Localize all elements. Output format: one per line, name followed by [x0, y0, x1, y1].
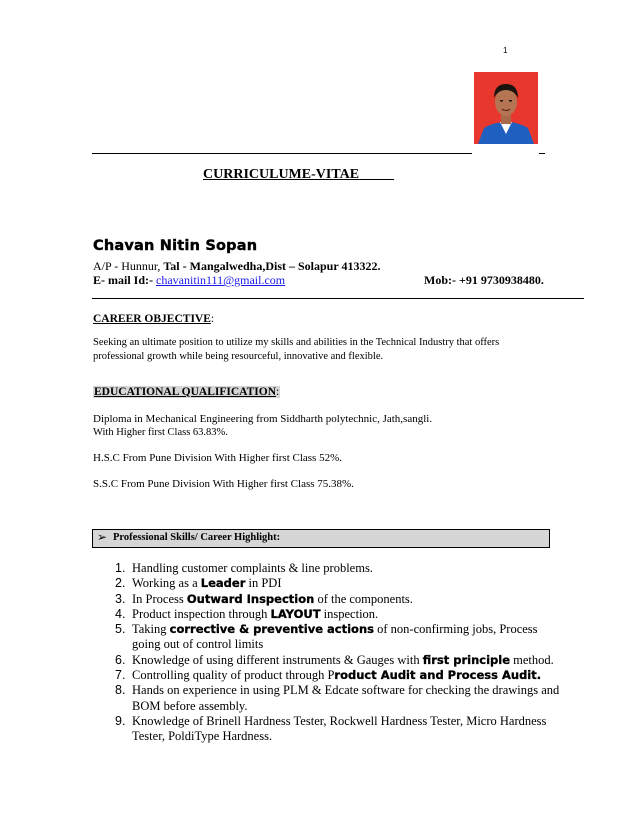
- email-line: [93, 273, 285, 288]
- list-item: 2. Working as a Leader in PDI: [115, 576, 282, 591]
- mobile-number: Mob:- +91 9730938480.: [424, 273, 544, 287]
- section-divider: [92, 298, 584, 299]
- header-divider-tail: [539, 153, 545, 154]
- career-objective-text: Seeking an ultimate position to utilize my skills and abilities in the Technical Industry that offers professional growth while being resourceful, innovative and flexible.: [93, 337, 500, 362]
- list-item: 5. Taking corrective & preventive actions of non-confirming jobs, Process going out of control limits: [115, 622, 538, 652]
- page-number: 1: [503, 46, 508, 55]
- education-diploma-class: With Higher first Class 63.83%.: [93, 427, 228, 438]
- career-objective-heading: CAREER OBJECTIVE:: [93, 313, 215, 325]
- profile-photo: [474, 72, 538, 144]
- education-hsc: H.S.C From Pune Division With Higher first Class 52%.: [93, 452, 342, 464]
- list-item: 9. Knowledge of Brinell Hardness Tester, Rockwell Hardness Tester, Micro Hardness Tester, PoldiType Hardness.: [115, 713, 547, 744]
- email-label: E- mail Id:-: [93, 273, 156, 287]
- list-item: 8. Hands on experience in using PLM & Edcate software for checking the drawings and BOM before assembly.: [115, 683, 560, 713]
- education-heading: EDUCATIONAL QUALIFICATION:: [94, 386, 280, 398]
- skills-heading: Professional Skills/ Career Highlight:: [113, 532, 281, 543]
- list-item: 6. Knowledge of using different instruments & Gauges with first principle method.: [115, 652, 554, 667]
- email-link[interactable]: chavanitin111@gmail.com: [156, 273, 286, 287]
- arrow-bullet-icon: ➢: [97, 530, 108, 544]
- list-item: 4. Product inspection through LAYOUT inspection.: [115, 606, 379, 621]
- document-title: CURRICULUME-VITAE: [203, 167, 360, 182]
- candidate-name: Chavan Nitin Sopan: [93, 238, 258, 254]
- skills-list: [93, 561, 563, 745]
- header-divider: [92, 153, 472, 154]
- list-item: 3. In Process Outward Inspection of the components.: [115, 591, 413, 606]
- education-diploma: Diploma in Mechanical Engineering from Siddharth polytechnic, Jath,sangli.: [93, 413, 433, 425]
- list-item: 7. Controlling quality of product through Product Audit and Process Audit.: [115, 668, 542, 683]
- list-item: 1. Handling customer complaints & line problems.: [115, 561, 373, 575]
- education-ssc: S.S.C From Pune Division With Higher first Class 75.38%.: [93, 478, 354, 490]
- address: A/P - Hunnur, Tal - Mangalwedha,Dist – Solapur 413322.: [93, 259, 381, 273]
